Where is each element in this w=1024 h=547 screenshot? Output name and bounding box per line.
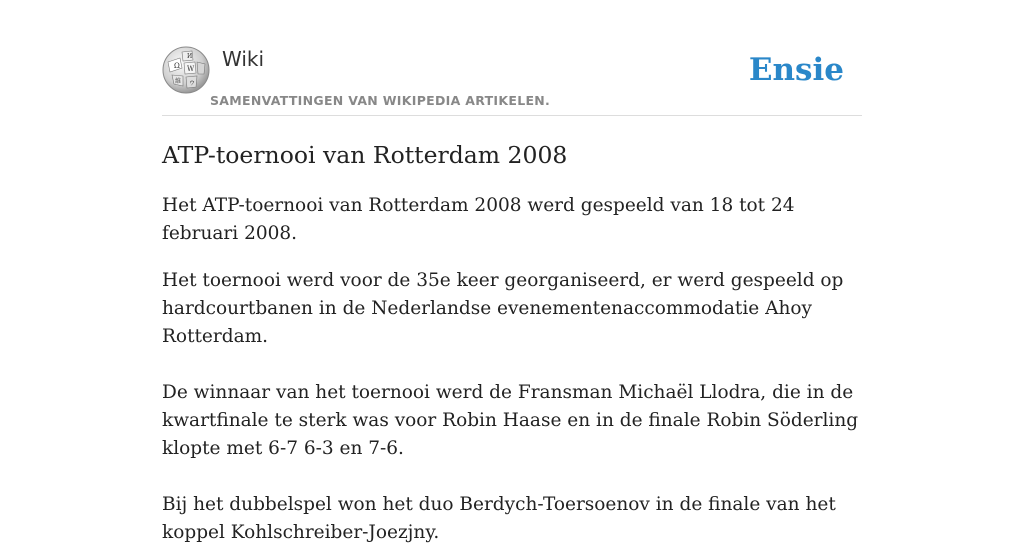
article [162,138,872,547]
site-name[interactable]: Wiki [222,47,265,71]
svg-text:維: 維 [175,78,182,85]
page-title: ATP-toernooi van Rotterdam 2008 [162,141,568,169]
site-header [162,44,862,116]
svg-text:И: И [187,53,193,60]
svg-text:W: W [187,65,195,73]
brand-logo[interactable]: Ensie [748,52,844,88]
article-paragraph: De winnaar van het toernooi werd de Fransman Michaël Llodra, die in de kwartfinale te sterk was voor Robin Haase en in de finale Robin Söderling klopte met 6-7 6-3 en 7-6. [162,382,859,459]
svg-text:ウ: ウ [189,80,196,87]
wikipedia-globe-icon[interactable] [162,46,210,94]
svg-text:Ω: Ω [174,62,180,70]
article-paragraph: Het toernooi werd voor de 35e keer georganiseerd, er werd gespeeld op hardcourtbanen in de Nederlandse evenementenaccommodatie Ahoy Rotterdam. [162,270,844,347]
site-tagline: SAMENVATTINGEN VAN WIKIPEDIA ARTIKELEN. [210,93,551,108]
article-intro: Het ATP-toernooi van Rotterdam 2008 werd gespeeld van 18 tot 24 februari 2008. [162,195,795,244]
article-paragraph: Bij het dubbelspel won het duo Berdych-Toersoenov in de finale van het koppel Kohlschreiber-Joezjny. [162,494,836,543]
